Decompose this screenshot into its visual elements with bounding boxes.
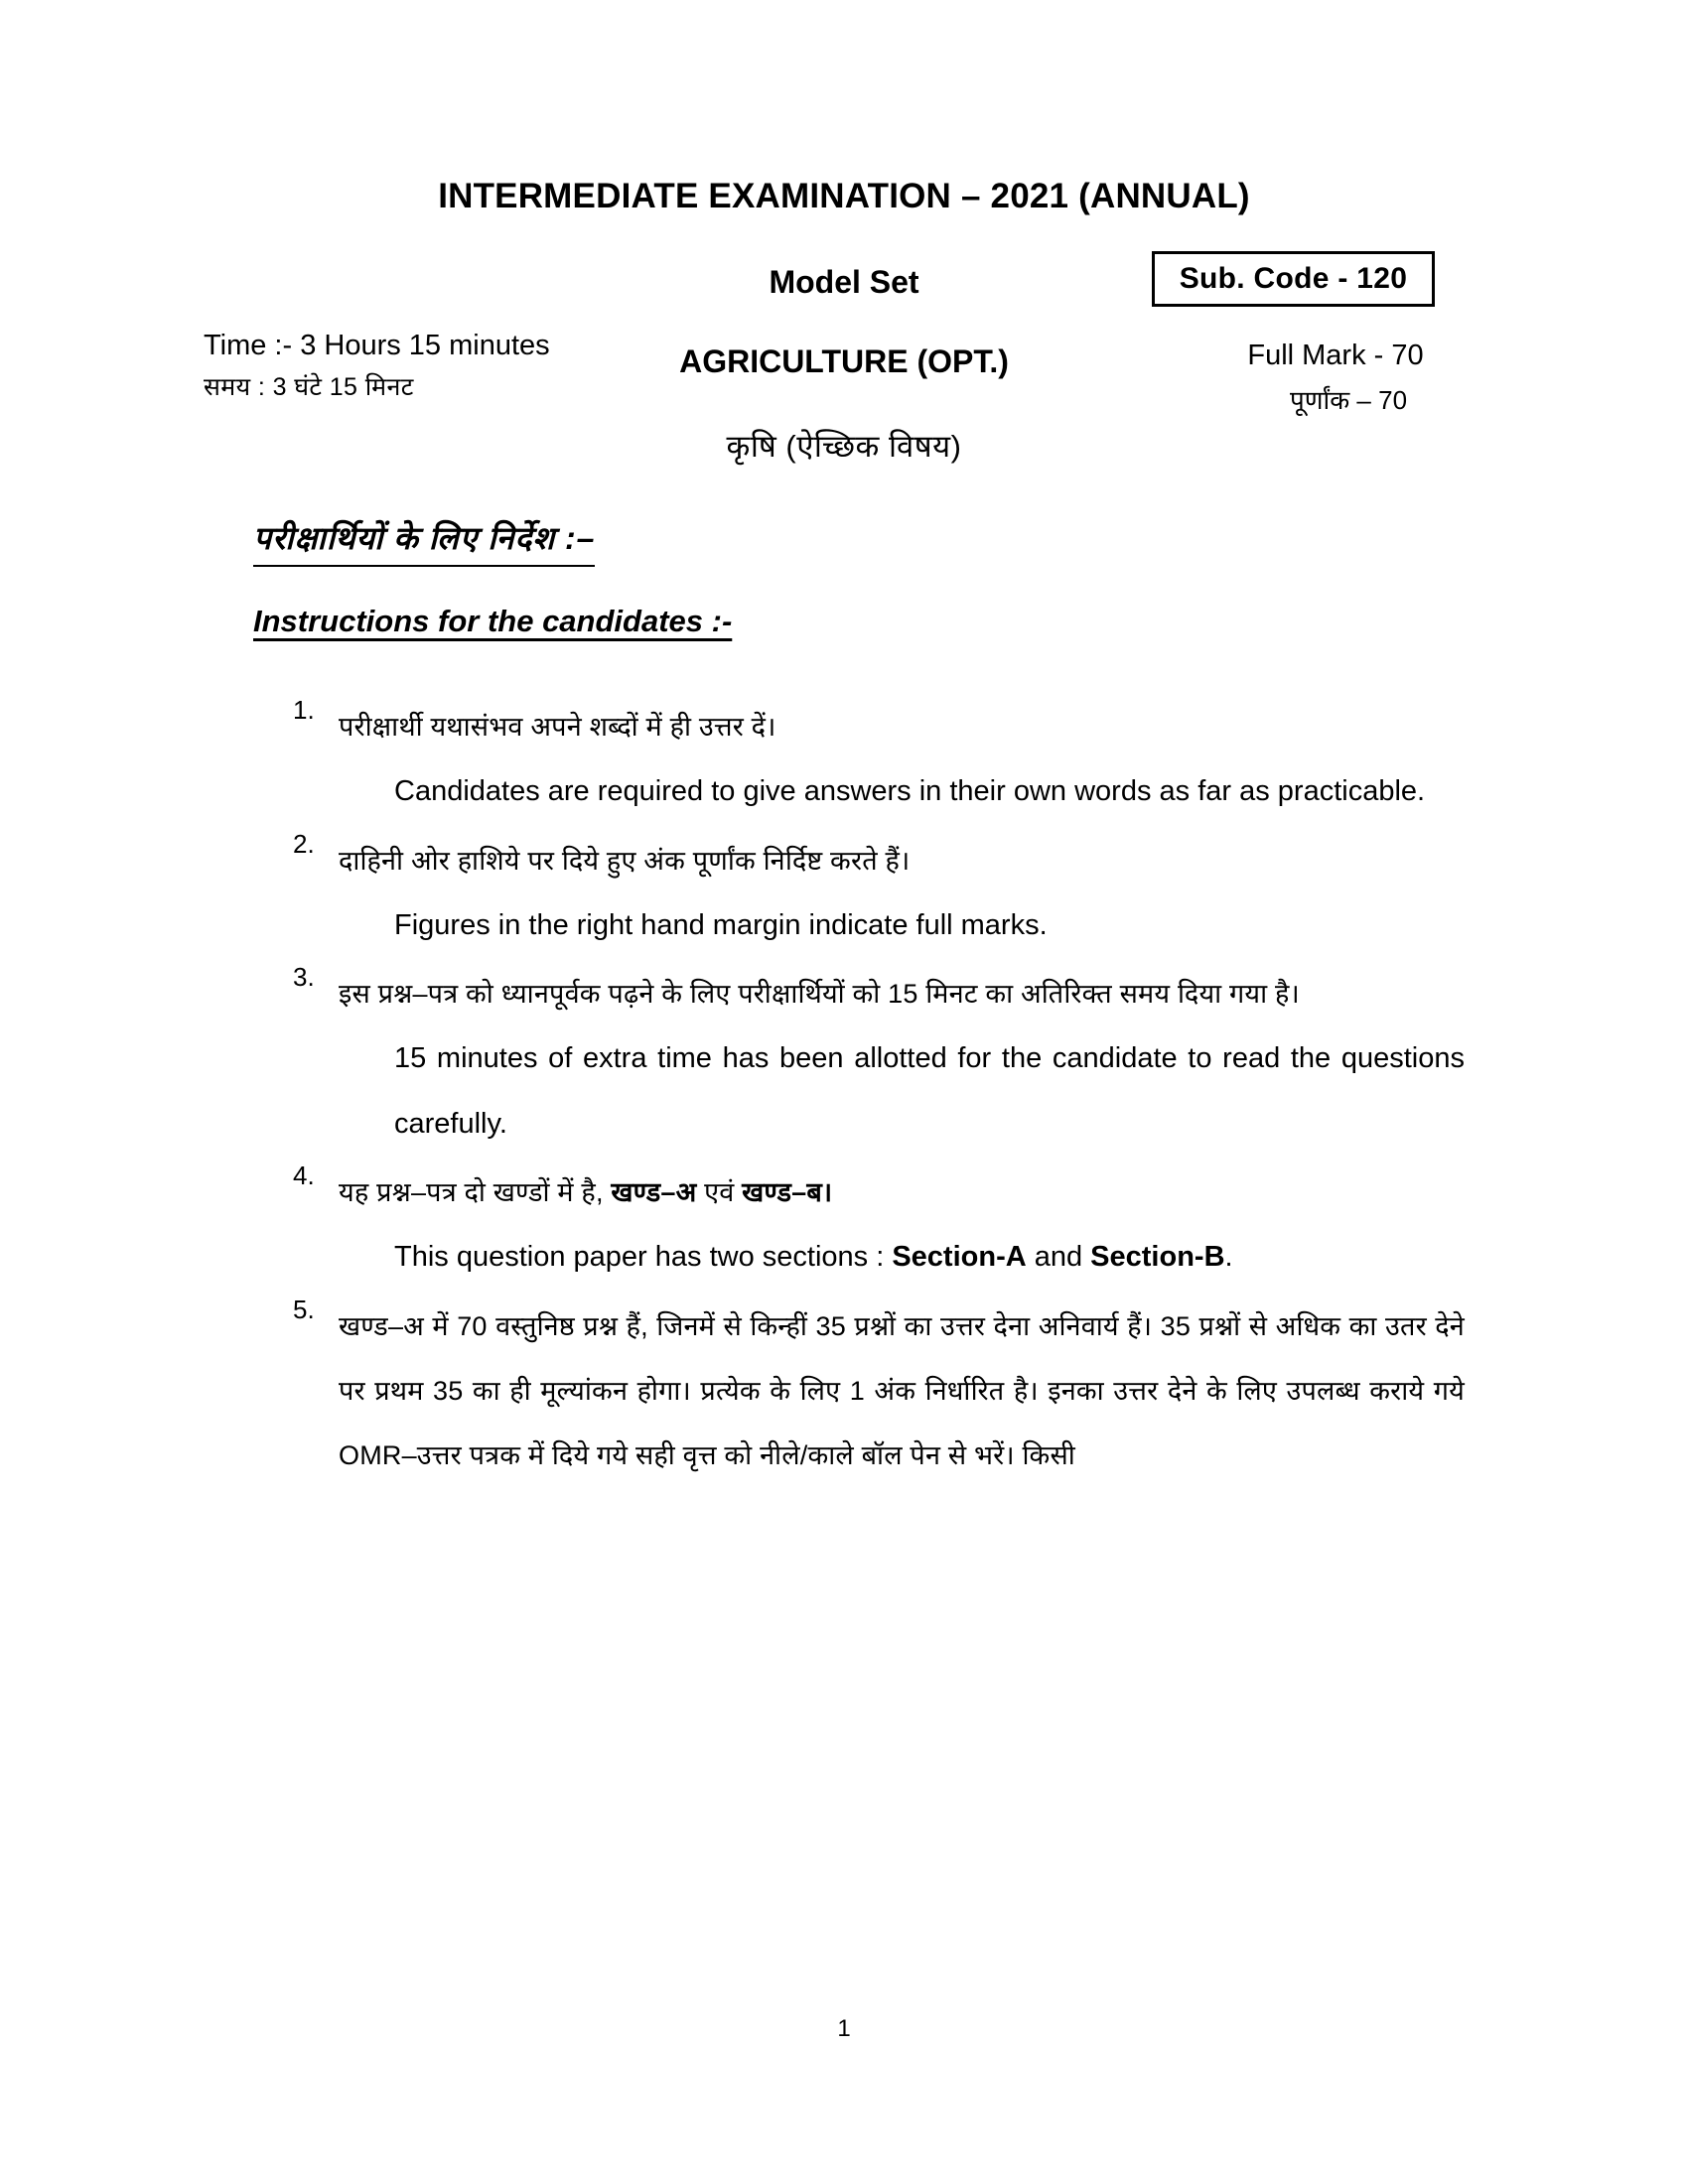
section-a-label-hindi: खण्ड–अ	[611, 1176, 697, 1207]
instruction-item-2	[293, 829, 1465, 959]
instruction-english-part1: This question paper has two sections :	[394, 1241, 893, 1274]
page-number: 1	[837, 2015, 851, 2042]
instruction-hindi: परीक्षार्थी यथासंभव अपने शब्दों में ही उत्तर दें।	[339, 712, 776, 742]
instruction-english	[394, 1225, 1465, 1290]
time-english: Time :- 3 Hours 15 minutes	[204, 330, 550, 361]
instruction-hindi-part2: एवं	[696, 1176, 743, 1207]
instruction-body	[339, 1295, 1465, 1489]
subject-name-hindi: कृषि (ऐच्छिक विषय)	[726, 429, 962, 464]
instruction-english-part3: .	[1224, 1241, 1233, 1274]
instruction-body	[339, 695, 1465, 825]
section-a-label-english: Section-A	[892, 1241, 1027, 1274]
instruction-hindi	[339, 1160, 1465, 1225]
instruction-item-5	[293, 1295, 1465, 1489]
instruction-item-3	[293, 962, 1465, 1157]
instruction-hindi: दाहिनी ओर हाशिये पर दिये हुए अंक पूर्णांक निर्दिष्ट करते हैं।	[339, 845, 911, 876]
section-b-label-hindi: खण्ड–ब।	[742, 1176, 833, 1207]
instruction-english: 15 minutes of extra time has been allotted for the candidate to read the questions carefully.	[394, 1042, 1465, 1140]
subject-code-box: Sub. Code - 120	[1152, 251, 1435, 307]
instructions-heading-hindi: परीक्षार्थियों के लिए निर्देश :–	[253, 516, 595, 567]
full-marks-block	[1172, 338, 1499, 417]
time-hindi: समय : 3 घंटे 15 मिनट	[204, 373, 414, 402]
instruction-body	[339, 829, 1465, 959]
exam-title: INTERMEDIATE EXAMINATION – 2021 (ANNUAL)	[438, 177, 1250, 215]
full-mark-english: Full Mark - 70	[1247, 340, 1424, 371]
instruction-english-part2: and	[1026, 1241, 1091, 1274]
instruction-body	[339, 962, 1465, 1157]
instruction-number: 1.	[293, 695, 315, 725]
instruction-english: Figures in the right hand margin indicate full marks.	[394, 908, 1048, 941]
instruction-hindi-part1: यह प्रश्न–पत्र दो खण्डों में है,	[339, 1176, 612, 1207]
model-set-label: Model Set	[769, 264, 919, 300]
instructions-heading-english: Instructions for the candidates :-	[253, 604, 733, 638]
instruction-hindi: खण्ड–अ में 70 वस्तुनिष्ठ प्रश्न हैं, जिनमें से किन्हीं 35 प्रश्नों का उत्तर देना अनिवार्य हैं। 35 प्रश्नों से अधिक का उतर देने पर प्रथम 35 का ही मूल्यांकन होगा। प्रत्येक के लिए 1 अंक निर्धारित है। इनका उत्तर देने के लिए उपलब्ध कराये गये OMR–उत्तर पत्रक में दिये गये सही वृत्त को नीले/काले बॉल पेन से भरें। किसी	[339, 1310, 1465, 1471]
subject-name-english: AGRICULTURE (OPT.)	[679, 343, 1009, 379]
section-b-label-english: Section-B	[1090, 1241, 1225, 1274]
instruction-number: 2.	[293, 828, 315, 859]
instructions-list	[293, 695, 1465, 1493]
instruction-item-1	[293, 695, 1465, 825]
instruction-number: 3.	[293, 962, 315, 993]
instruction-english: Candidates are required to give answers in their own words as far as practicable.	[394, 775, 1426, 808]
instruction-number: 5.	[293, 1294, 315, 1324]
instruction-hindi: इस प्रश्न–पत्र को ध्यानपूर्वक पढ़ने के लिए परीक्षार्थियों को 15 मिनट का अतिरिक्त समय दिया गया है।	[339, 979, 1300, 1010]
instruction-body	[339, 1160, 1465, 1291]
instruction-item-4	[293, 1160, 1465, 1291]
instruction-number: 4.	[293, 1160, 315, 1190]
full-mark-hindi: पूर्णांक – 70	[1289, 385, 1408, 416]
